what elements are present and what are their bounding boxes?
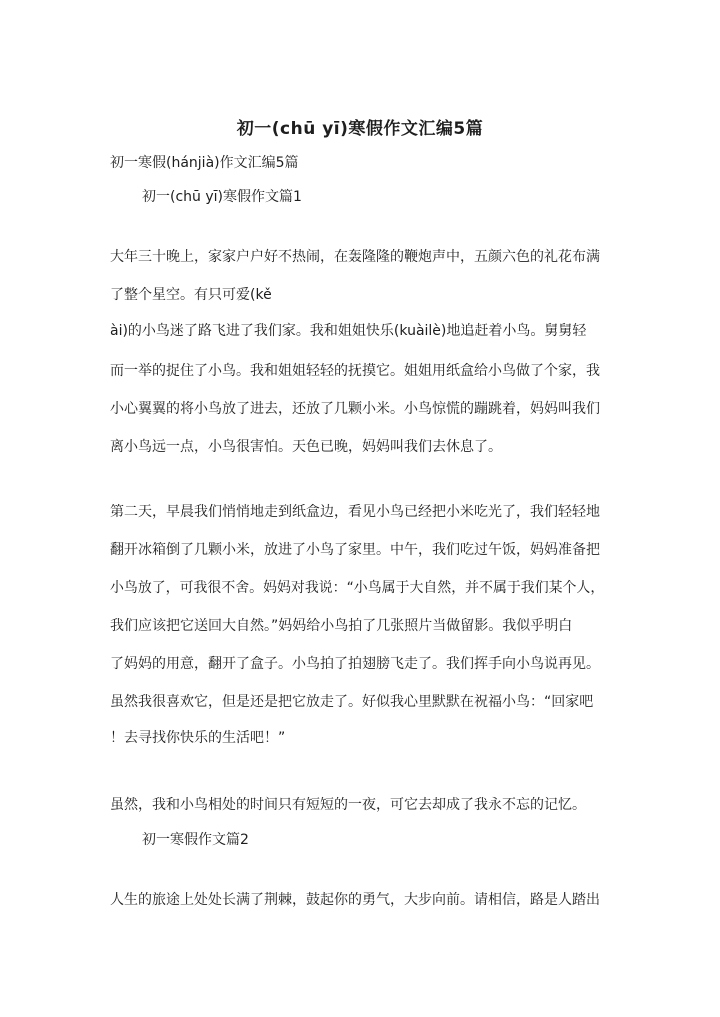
paragraph-line: 人生的旅途上处处长满了荆棘，鼓起你的勇气，大步向前。请相信，路是人踏出 — [110, 892, 600, 908]
document-subtitle: 初一寒假(hánjià)作文汇编5篇 — [110, 155, 299, 171]
section-heading-2: 初一寒假作文篇2 — [142, 832, 249, 848]
paragraph-line: 了整个星空。有只可爱(kě — [110, 287, 272, 303]
paragraph-line: 翻开冰箱倒了几颗小米，放进了小鸟了家里。中午，我们吃过午饭，妈妈准备把 — [110, 542, 600, 558]
paragraph-line: 虽然，我和小鸟相处的时间只有短短的一夜，可它去却成了我永不忘的记忆。 — [110, 797, 586, 813]
paragraph-line: 第二天，早晨我们悄悄地走到纸盒边，看见小鸟已经把小米吃光了，我们轻轻地 — [110, 504, 600, 520]
paragraph-line: 离小鸟远一点，小鸟很害怕。天色已晚，妈妈叫我们去休息了。 — [110, 439, 502, 455]
paragraph-line: ài)的小鸟迷了路飞进了我们家。我和姐姐快乐(kuàilè)地追赶着小鸟。舅舅轻 — [110, 323, 587, 339]
paragraph-line: 大年三十晚上，家家户户好不热闹，在轰隆隆的鞭炮声中，五颜六色的礼花布满 — [110, 249, 600, 265]
paragraph-line: 了妈妈的用意，翻开了盒子。小鸟拍了拍翅膀飞走了。我们挥手向小鸟说再见。 — [110, 656, 600, 672]
paragraph-line: 小鸟放了，可我很不舍。妈妈对我说：“小鸟属于大自然，并不属于我们某个人， — [110, 580, 605, 596]
paragraph-line: 而一举的捉住了小鸟。我和姐姐轻轻的抚摸它。姐姐用纸盒给小鸟做了个家，我 — [110, 363, 600, 379]
paragraph-line: 虽然我很喜欢它，但是还是把它放走了。好似我心里默默在祝福小鸟：“回家吧 — [110, 694, 594, 710]
paragraph-line: 我们应该把它送回大自然。”妈妈给小鸟拍了几张照片当做留影。我似乎明白 — [110, 618, 573, 634]
paragraph-line: ！去寻找你快乐的生活吧！” — [110, 730, 286, 746]
paragraph-line: 小心翼翼的将小鸟放了进去，还放了几颗小米。小鸟惊慌的蹦跳着，妈妈叫我们 — [110, 401, 600, 417]
section-heading-1: 初一(chū yī)寒假作文篇1 — [142, 189, 302, 205]
document-title: 初一(chū yī)寒假作文汇编5篇 — [236, 119, 484, 139]
